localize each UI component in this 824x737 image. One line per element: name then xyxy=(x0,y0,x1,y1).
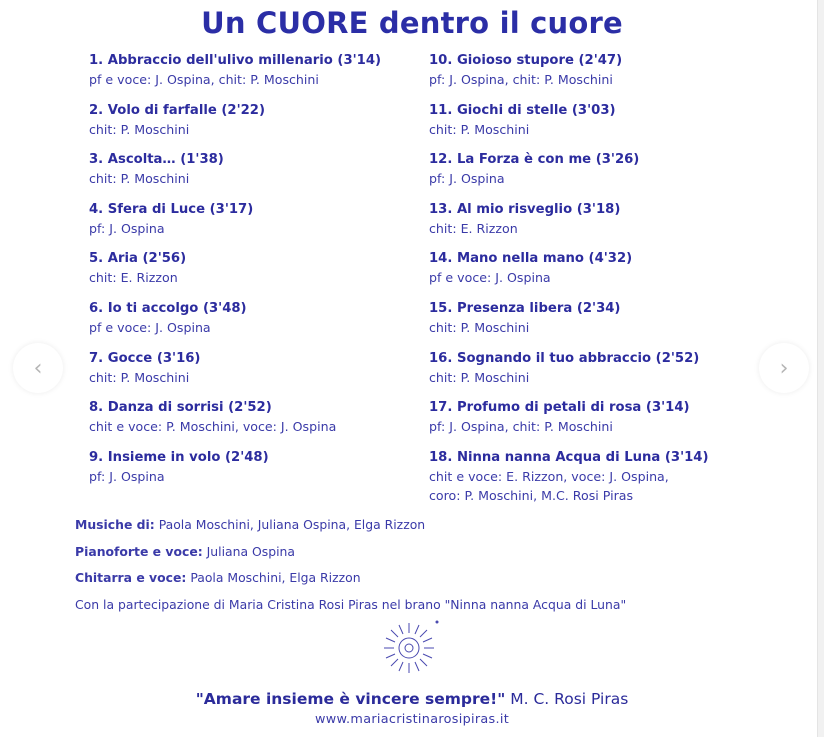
tracklist-right xyxy=(429,52,709,503)
track-item xyxy=(89,151,381,201)
track-title: 12. La Forza è con me (3'26) xyxy=(429,152,640,168)
carousel-next-button[interactable] xyxy=(759,343,809,393)
credit-music-label: Musiche di: xyxy=(75,517,155,532)
track-title: 15. Presenza libera (2'34) xyxy=(429,300,621,316)
track-title: 1. Abbraccio dell'ulivo millenario (3'14) xyxy=(89,53,382,68)
chevron-right-icon: › xyxy=(779,355,789,381)
track-item xyxy=(429,399,709,449)
track-item xyxy=(89,201,381,251)
track-title: 5. Aria (2'56) xyxy=(89,251,187,267)
track-item xyxy=(429,300,709,350)
track-item xyxy=(429,52,709,102)
track-credit: chit: P. Moschini xyxy=(429,121,530,137)
track-title: 11. Giochi di stelle (3'03) xyxy=(429,102,616,118)
track-title: 2. Volo di farfalle (2'22) xyxy=(89,102,266,118)
track-credit: chit: E. Rizzon xyxy=(89,270,178,286)
track-credit: pf: J. Ospina xyxy=(429,171,505,187)
track-credit: pf e voce: J. Ospina xyxy=(429,270,551,286)
motto-author: M. C. Rosi Piras xyxy=(510,690,629,708)
track-item xyxy=(89,102,381,152)
track-credit: pf e voce: J. Ospina xyxy=(89,319,211,335)
track-credit: pf: J. Ospina xyxy=(89,468,165,484)
track-item xyxy=(429,449,709,503)
track-title: 17. Profumo di petali di rosa (3'14) xyxy=(429,400,690,416)
track-title: 3. Ascolta… (1'38) xyxy=(89,152,224,168)
track-credit: chit e voce: E. Rizzon, voce: J. Ospina, xyxy=(429,468,669,484)
track-item xyxy=(429,250,709,300)
track-credit: chit: P. Moschini xyxy=(89,369,190,385)
track-item xyxy=(89,250,381,300)
track-item xyxy=(429,151,709,201)
track-item xyxy=(89,350,381,400)
album-credits xyxy=(75,515,626,621)
track-credit: chit: E. Rizzon xyxy=(429,220,518,236)
track-title: 18. Ninna nanna Acqua di Luna (3'14) xyxy=(429,449,709,465)
track-credit: chit e voce: P. Moschini, voce: J. Ospina xyxy=(89,419,337,435)
tracklist-left xyxy=(89,52,381,498)
track-title: 14. Mano nella mano (4'32) xyxy=(429,251,633,267)
track-credit: pf: J. Ospina, chit: P. Moschini xyxy=(429,72,613,87)
page-scroll-edge xyxy=(817,0,824,737)
track-title: 16. Sognando il tuo abbraccio (2'52) xyxy=(429,350,700,366)
track-credit: pf e voce: J. Ospina, chit: P. Moschini xyxy=(89,72,319,87)
track-credit: chit: P. Moschini xyxy=(89,171,190,187)
track-title: 8. Danza di sorrisi (2'52) xyxy=(89,400,272,416)
track-credit: pf: J. Ospina, chit: P. Moschini xyxy=(429,419,613,435)
track-item xyxy=(89,449,381,499)
track-item xyxy=(89,52,381,102)
credit-guitar xyxy=(75,568,626,595)
credit-piano-label: Pianoforte e voce: xyxy=(75,543,203,559)
track-item xyxy=(429,201,709,251)
track-item xyxy=(89,399,381,449)
credit-music xyxy=(75,515,626,542)
track-credit: chit: P. Moschini xyxy=(429,369,530,385)
motto-quote: "Amare insieme è vincere sempre!" xyxy=(195,690,506,708)
credit-guitar-value: Paola Moschini, Elga Rizzon xyxy=(190,570,361,585)
sun-heart-logo-icon xyxy=(377,617,441,681)
track-credit: chit: P. Moschini xyxy=(429,319,530,335)
logo-ray-lines xyxy=(384,623,434,673)
credit-participation: Con la partecipazione di Maria Cristina Rosi Piras nel brano "Ninna nanna Acqua di Luna" xyxy=(75,596,627,612)
chevron-left-icon: ‹ xyxy=(33,355,43,381)
credit-piano xyxy=(75,542,626,569)
track-title: 6. Io ti accolgo (3'48) xyxy=(89,300,247,316)
track-title: 4. Sfera di Luce (3'17) xyxy=(89,201,254,217)
track-credit-continued: coro: P. Moschini, M.C. Rosi Piras xyxy=(429,487,634,503)
track-credit: pf: J. Ospina xyxy=(89,220,165,236)
carousel-prev-button[interactable] xyxy=(13,343,63,393)
album-title: Un CUORE dentro il cuore xyxy=(201,6,623,40)
track-title: 10. Gioioso stupore (2'47) xyxy=(429,53,623,68)
logo-center-dot xyxy=(405,644,413,652)
track-item xyxy=(429,350,709,400)
track-item xyxy=(429,102,709,152)
credit-music-value: Paola Moschini, Juliana Ospina, Elga Rizzon xyxy=(158,517,426,532)
credit-piano-value: Juliana Ospina xyxy=(206,543,295,559)
track-item xyxy=(89,300,381,350)
logo-rays xyxy=(384,623,434,673)
website-url[interactable]: www.mariacristinarosipiras.it xyxy=(314,712,510,727)
motto-line xyxy=(0,690,824,708)
credit-guitar-label: Chitarra e voce: xyxy=(75,570,187,585)
track-title: 9. Insieme in volo (2'48) xyxy=(89,449,269,465)
logo-inner-circle xyxy=(399,638,419,658)
registered-mark-icon xyxy=(436,621,439,624)
track-title: 7. Gocce (3'16) xyxy=(89,350,201,366)
track-title: 13. Al mio risveglio (3'18) xyxy=(429,201,621,217)
track-credit: chit: P. Moschini xyxy=(89,121,190,137)
